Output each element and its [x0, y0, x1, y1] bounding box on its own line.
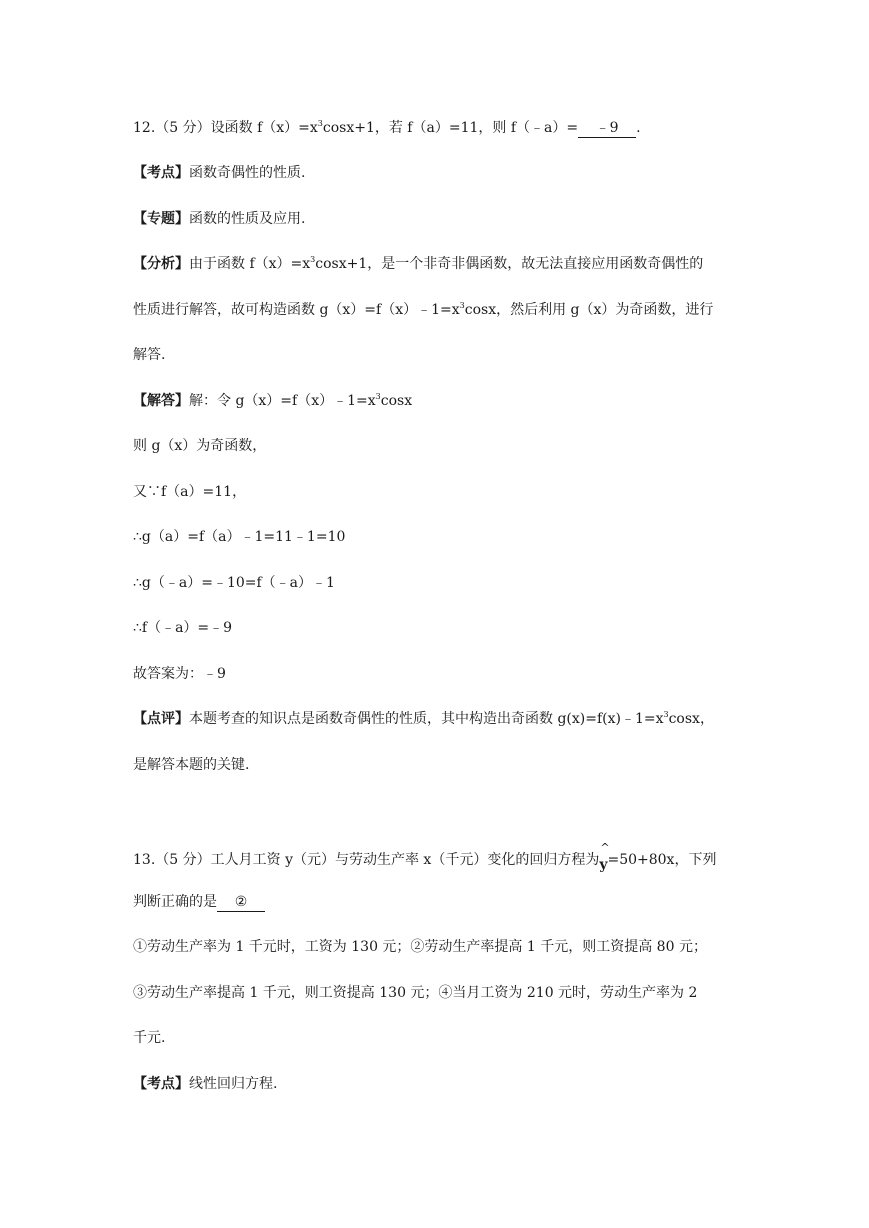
q12-jieda: 【解答】解：令 $g(x)=f(x)﹣1=x^3\cos x$ — [133, 392, 413, 409]
q13-stem: 13.（5 分）工人月工资 y（元）与劳动生产率 x（千元）变化的回归方程为 ^ y=50+80x，下列 — [133, 841, 717, 873]
q12-kaodian: 【考点】函数奇偶性的性质. — [133, 165, 306, 181]
q13-options-line3: 千元. — [133, 1030, 166, 1046]
q13-options-line1: ①劳动生产率为 1 千元时，工资为 130 元；②劳动生产率提高 1 千元，则工资提高 80 元； — [133, 939, 707, 955]
q13-answer-blank: ② — [217, 893, 265, 912]
fenxi-tag: 【分析】 — [133, 256, 189, 272]
q12-stem: 12.（5 分）设函数 $f(x)=x^3\cos x+1$，若 f（a）=11，则 f（﹣a）= ﹣9 . — [133, 119, 641, 136]
kaodian-tag: 【考点】 — [133, 1076, 189, 1092]
q13-options-line2: ③劳动生产率提高 1 千元，则工资提高 130 元；④当月工资为 210 元时，劳动生产率为 2 — [133, 985, 698, 1001]
q12-answer-blank: ﹣9 — [578, 119, 636, 138]
zhuanti-tag: 【专题】 — [133, 211, 189, 227]
q13-kaodian: 【考点】线性回归方程. — [133, 1076, 278, 1092]
q12-step2: 又∵f（a）=11， — [133, 484, 247, 500]
q12-final-answer: 故答案为：﹣9 — [133, 666, 226, 682]
q12-step5: ∴f（﹣a）=﹣9 — [133, 620, 233, 636]
q12-step1: 则 g（x）为奇函数， — [133, 438, 267, 454]
y-hat-symbol: ^ y — [599, 841, 610, 873]
q12-dianping-line2: 是解答本题的关键. — [133, 757, 250, 773]
q12-step3: ∴g（a）=f（a）﹣1=11﹣1=10 — [133, 529, 346, 545]
jieda-tag: 【解答】 — [133, 393, 189, 409]
q12-dianping-line1: 【点评】本题考查的知识点是函数奇偶性的性质，其中构造出奇函数 $g(x)=f(x)﹣1=x^3\cos x$， — [133, 710, 714, 727]
q12-fenxi-line2: 性质进行解答，故可构造函数 $g(x)=f(x)﹣1=x^3\cos x$，然后利用 g（x）为奇函数，进行 — [133, 301, 714, 318]
dianping-tag: 【点评】 — [133, 711, 189, 727]
q12-step4: ∴g（﹣a）=﹣10=f（﹣a）﹣1 — [133, 575, 335, 591]
q12-fenxi-line3: 解答. — [133, 347, 166, 363]
q13-stem-line2: 判断正确的是 ② — [133, 892, 265, 912]
kaodian-tag: 【考点】 — [133, 165, 189, 181]
q12-zhuanti: 【专题】函数的性质及应用. — [133, 211, 306, 227]
q12-fenxi-line1: 【分析】由于函数 $f(x)=x^3\cos x+1$，是一个非奇非偶函数，故无法直接应用函数奇偶性的 — [133, 255, 704, 272]
